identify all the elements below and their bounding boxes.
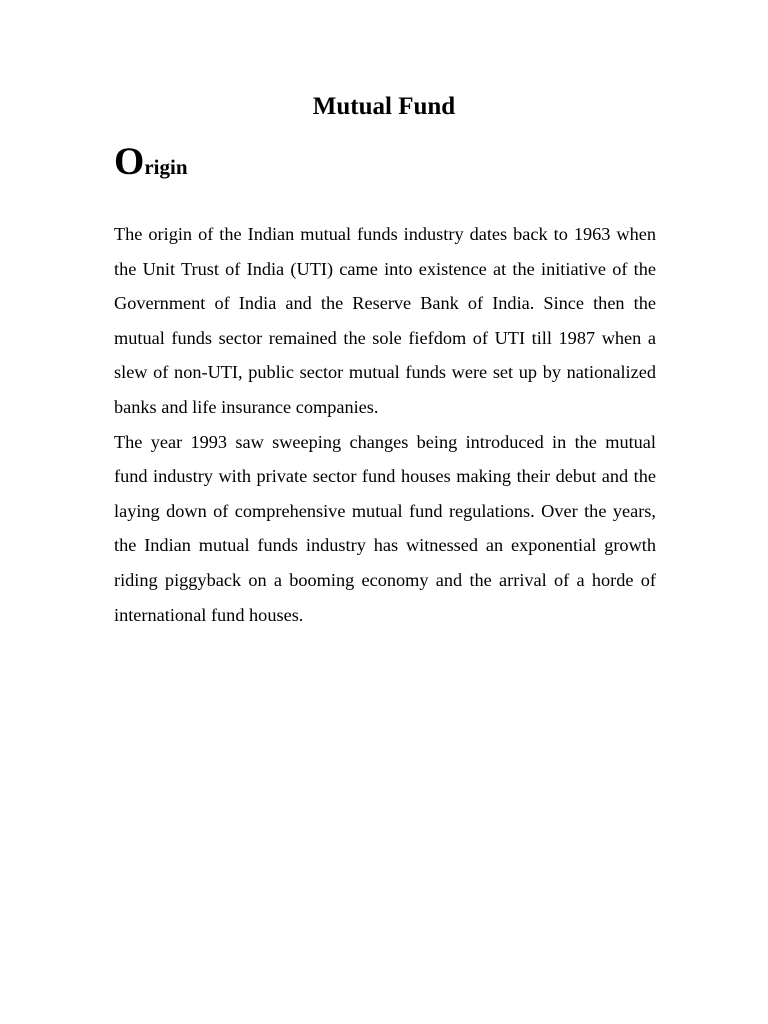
paragraph-2: The year 1993 saw sweeping changes being introduced in the mutual fund industry with private sector fund houses making their debut and the laying down of comprehensive mutual fund regulations. Over the years, the Indian mutual funds industry has witnessed an exponential growth riding piggyback on a booming economy and the arrival of a horde of international fund houses. bbox=[114, 431, 656, 625]
section-heading-initial: O bbox=[114, 140, 145, 183]
section-heading-rest: rigin bbox=[144, 155, 188, 179]
document-title: Mutual Fund bbox=[312, 93, 456, 120]
paragraph-1: The origin of the Indian mutual funds industry dates back to 1963 when the Unit Trust of India (UTI) came into existence at the initiative of the Government of India and the Reserve Bank of India. Since then the mutual funds sector remained the sole fiefdom of UTI till 1987 when a slew of non-UTI, public sector mutual funds were set up by nationalized banks and life insurance companies. bbox=[114, 224, 656, 417]
section-body bbox=[114, 217, 656, 632]
section-heading-origin bbox=[114, 138, 188, 191]
